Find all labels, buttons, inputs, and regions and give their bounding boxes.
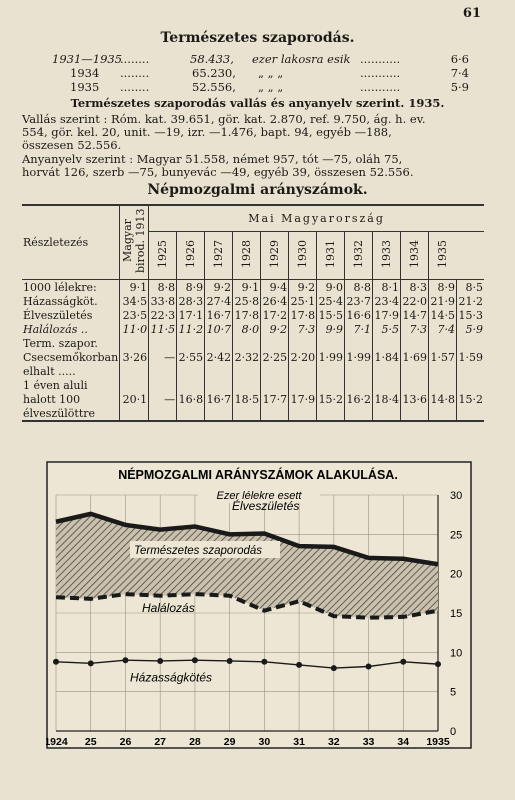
data-point-marriages <box>296 662 302 668</box>
row-label: halott 100 <box>23 392 81 406</box>
year-header: 1928 <box>240 239 254 268</box>
x-tick-label: 25 <box>84 736 97 748</box>
x-tick-label: 27 <box>154 736 167 748</box>
table-cell: 17·9 <box>374 308 400 322</box>
table-cell: 1·69 <box>402 350 428 364</box>
title-vital-rates: Népmozgalmi arányszámok. <box>147 182 368 198</box>
table-row <box>22 308 484 322</box>
table-cell <box>429 364 457 378</box>
table-cell: 14·5 <box>430 308 455 322</box>
table-row <box>22 280 484 295</box>
table-cell <box>317 336 345 350</box>
series-label-births: Élveszületés <box>232 498 300 513</box>
table-cell: 16·7 <box>206 392 232 406</box>
row-label: élveszülöttre <box>23 406 96 420</box>
table-cell <box>429 336 457 350</box>
table-row <box>22 392 484 406</box>
table-cell: 1·57 <box>430 350 455 364</box>
table-cell <box>317 406 345 421</box>
x-tick-label: 1935 <box>426 736 450 748</box>
table-cell: 17·8 <box>290 308 316 322</box>
table-cell: — <box>149 392 177 406</box>
year-header: 1932 <box>352 239 366 268</box>
table-cell: 7·3 <box>401 322 429 336</box>
rate-dots: ........ <box>120 66 150 80</box>
unit-label: Ezer lélekre esett <box>216 490 302 502</box>
series-label-marriages: Házasságkötés <box>130 670 213 685</box>
rate-desc: „ „ „ <box>258 80 284 94</box>
table-cell <box>457 364 485 378</box>
table-cell: 27·4 <box>206 294 232 308</box>
year-header: 1931 <box>324 239 338 268</box>
table-cell <box>317 364 345 378</box>
table-cell <box>401 336 429 350</box>
table-cell <box>261 336 289 350</box>
religion-line-3: összesen 52.556. <box>22 138 122 152</box>
vital-rates-table <box>22 204 484 422</box>
data-point-marriages <box>122 657 128 663</box>
language-line-2: horvát 126, szerb —75, bunyevác —49, egyéb 39, összesen 52.556. <box>22 165 414 179</box>
rate-desc: ezer lakosra esik <box>252 52 351 66</box>
table-cell: 16·6 <box>346 308 372 322</box>
chart-title: NÉPMOZGALMI ARÁNYSZÁMOK ALAKULÁSA. <box>118 468 398 482</box>
table-row <box>22 364 484 378</box>
table-cell <box>177 364 205 378</box>
table-cell <box>177 336 205 350</box>
table-cell: 2·55 <box>178 350 204 364</box>
table-cell: 5·9 <box>457 322 485 336</box>
row-label: Élveszületés <box>23 308 93 322</box>
table-cell: 2·20 <box>290 350 316 364</box>
religion-line-2: 554, gör. kel. 20, unit. —19, izr. —1.476, bapt. 94, egyéb —188, <box>22 125 392 139</box>
y-tick-label: 0 <box>450 726 457 738</box>
year-header: 1929 <box>268 239 282 268</box>
rate-desc: „ „ „ <box>258 66 284 80</box>
table-cell <box>261 378 289 392</box>
x-tick-label: 26 <box>119 736 132 748</box>
row-label: Term. szapor. <box>23 336 98 350</box>
table-cell: 8·8 <box>149 280 177 295</box>
page-number: 61 <box>462 6 481 21</box>
table-cell <box>205 378 233 392</box>
table-cell: 17·7 <box>262 392 288 406</box>
table-cell <box>149 378 177 392</box>
table-cell <box>261 364 289 378</box>
table-cell: 7·3 <box>289 322 317 336</box>
table-cell <box>261 406 289 421</box>
data-point-marriages <box>192 657 198 663</box>
table-cell: 7·1 <box>345 322 373 336</box>
rate-value-per-thousand: 7·4 <box>450 66 469 80</box>
table-cell: 22·3 <box>150 308 176 322</box>
table-cell <box>457 378 485 392</box>
table-cell: — <box>149 350 177 364</box>
table-cell <box>457 406 485 421</box>
table-cell <box>401 378 429 392</box>
year-header: 1935 <box>436 239 450 268</box>
table-row <box>22 322 484 336</box>
y-tick-label: 30 <box>450 490 463 502</box>
table-cell: 7·4 <box>429 322 457 336</box>
x-tick-label: 32 <box>327 736 340 748</box>
year-header: 1933 <box>380 239 394 268</box>
table-cell <box>149 364 177 378</box>
data-point-marriages <box>53 659 59 665</box>
year-header: 1925 <box>156 239 170 268</box>
table-cell <box>289 336 317 350</box>
table-cell: 3·26 <box>120 350 149 364</box>
x-tick-label: 33 <box>362 736 375 748</box>
data-point-marriages <box>88 660 94 666</box>
table-cell <box>233 378 261 392</box>
table-cell: 15·3 <box>458 308 483 322</box>
data-point-marriages <box>227 658 233 664</box>
table-cell: 25·8 <box>234 294 260 308</box>
rate-value: 65.230, <box>192 66 236 80</box>
table-cell <box>345 336 373 350</box>
table-cell: 17·8 <box>234 308 260 322</box>
table-cell: 9·1 <box>233 280 261 295</box>
row-label: elhalt ..... <box>23 364 76 378</box>
data-point-marriages <box>366 663 372 669</box>
table-cell: 10·7 <box>206 322 232 336</box>
magyar-header: Magyar birod. 1913 <box>121 208 148 274</box>
title-natural-increase: Természetes szaporodás. <box>160 30 355 46</box>
y-tick-label: 5 <box>450 686 457 699</box>
table-cell: 17·9 <box>290 392 316 406</box>
row-label: Csecsemőkorban <box>23 350 119 364</box>
table-cell <box>373 378 401 392</box>
table-cell <box>317 378 345 392</box>
table-cell: 11·0 <box>120 322 149 336</box>
table-cell <box>401 406 429 421</box>
table-row <box>22 336 484 350</box>
table-cell: 9·0 <box>317 280 345 295</box>
table-cell <box>205 406 233 421</box>
table-cell: 14·8 <box>430 392 455 406</box>
table-cell <box>233 406 261 421</box>
table-cell: 26·4 <box>262 294 288 308</box>
x-tick-label: 30 <box>258 736 271 748</box>
table-cell: 2·42 <box>206 350 232 364</box>
vital-rates-chart <box>46 461 474 751</box>
rate-years: 1934 <box>70 66 100 80</box>
rate-value-per-thousand: 5·9 <box>450 80 469 94</box>
language-line-1: Anyanyelv szerint : Magyar 51.558, német 957, tót —75, oláh 75, <box>22 152 403 166</box>
title-by-religion: Természetes szaporodás vallás és anyanyelv szerint. 1935. <box>70 96 445 110</box>
x-tick-label: 28 <box>189 736 201 748</box>
data-point-marriages <box>331 665 337 671</box>
table-cell <box>205 364 233 378</box>
rate-years: 1935 <box>70 80 100 94</box>
table-cell: 23·4 <box>374 294 400 308</box>
table-cell <box>149 336 177 350</box>
table-cell: 17·1 <box>178 308 204 322</box>
table-cell: 14·7 <box>402 308 428 322</box>
table-cell <box>120 336 149 350</box>
table-cell: 34·5 <box>120 294 149 308</box>
table-cell: 8·9 <box>177 280 205 295</box>
table-cell: 17·2 <box>262 308 288 322</box>
data-point-marriages <box>157 658 163 664</box>
rate-dots: ........ <box>120 52 150 66</box>
table-cell <box>233 364 261 378</box>
row-label: Házasságköt. <box>23 294 98 308</box>
data-point-marriages <box>400 659 406 665</box>
table-cell <box>345 378 373 392</box>
table-cell: 22·0 <box>402 294 428 308</box>
rate-value: 52.556, <box>192 80 236 94</box>
mai-header: Mai Magyarország <box>149 205 484 231</box>
table-cell: 18·5 <box>234 392 260 406</box>
table-cell: 8·5 <box>457 280 485 295</box>
table-cell <box>429 378 457 392</box>
table-cell: 1·59 <box>458 350 483 364</box>
row-label: 1000 lélekre: <box>23 280 97 294</box>
table-cell: 11·2 <box>178 322 204 336</box>
table-row <box>22 294 484 308</box>
table-cell <box>177 406 205 421</box>
table-cell: 23·5 <box>120 308 149 322</box>
table-cell: 25·4 <box>318 294 344 308</box>
table-cell: 8·8 <box>345 280 373 295</box>
table-cell: 16·2 <box>346 392 372 406</box>
rate-dots2: ........... <box>360 52 401 66</box>
detail-header: Részletezés <box>23 236 89 249</box>
table-cell: 9·4 <box>261 280 289 295</box>
area-label: Természetes szaporodás <box>134 545 263 557</box>
table-cell <box>120 378 149 392</box>
table-cell: 8·9 <box>429 280 457 295</box>
table-cell: 23·7 <box>346 294 372 308</box>
table-cell: 15·2 <box>458 392 483 406</box>
table-cell <box>373 336 401 350</box>
table-cell: 21·9 <box>430 294 455 308</box>
table-cell: 13·6 <box>402 392 428 406</box>
row-label: Halálozás .. <box>23 322 88 336</box>
table-cell: 9·2 <box>289 280 317 295</box>
table-cell: 9·2 <box>261 322 289 336</box>
rate-dots: ........ <box>120 80 150 94</box>
table-cell <box>205 336 233 350</box>
y-tick-label: 15 <box>450 608 463 620</box>
table-cell: 21·2 <box>458 294 483 308</box>
table-cell: 1·84 <box>374 350 400 364</box>
table-cell <box>345 406 373 421</box>
data-point-marriages <box>435 661 441 667</box>
table-cell: 18·4 <box>374 392 400 406</box>
x-tick-label: 29 <box>223 736 236 748</box>
table-cell: 8·0 <box>233 322 261 336</box>
table-cell: 5·5 <box>373 322 401 336</box>
table-cell <box>149 406 177 421</box>
table-cell <box>373 406 401 421</box>
table-cell <box>373 364 401 378</box>
table-cell <box>345 364 373 378</box>
table-cell <box>401 364 429 378</box>
table-cell: 33·8 <box>150 294 176 308</box>
table-cell: 11·5 <box>150 322 176 336</box>
table-cell: 16·8 <box>178 392 204 406</box>
rate-years: 1931—1935 <box>52 52 123 66</box>
table-cell: 15·2 <box>318 392 344 406</box>
table-cell <box>120 364 149 378</box>
y-tick-label: 10 <box>450 647 463 660</box>
table-cell: 9·9 <box>317 322 345 336</box>
rate-dots2: ........... <box>360 66 401 80</box>
table-cell <box>177 378 205 392</box>
x-tick-label: 1924 <box>46 736 68 748</box>
table-cell <box>429 406 457 421</box>
table-cell: 8·1 <box>373 280 401 295</box>
religion-line-1: Vallás szerint : Róm. kat. 39.651, gör. kat. 2.870, ref. 9.750, ág. h. ev. <box>22 112 426 126</box>
table-cell: 20·1 <box>120 392 149 406</box>
table-cell: 15·5 <box>318 308 344 322</box>
y-tick-label: 25 <box>450 529 463 542</box>
row-label: 1 éven aluli <box>23 378 88 392</box>
table-cell <box>120 406 149 421</box>
table-cell: 25·1 <box>290 294 316 308</box>
table-row <box>22 350 484 364</box>
year-header: 1927 <box>212 239 226 268</box>
series-label-deaths: Halálozás <box>142 601 195 616</box>
table-cell <box>233 336 261 350</box>
rate-value: 58.433, <box>190 52 234 66</box>
table-cell: 2·25 <box>262 350 288 364</box>
data-point-marriages <box>261 659 267 665</box>
table-row <box>22 406 484 421</box>
table-cell: 28·3 <box>178 294 204 308</box>
table-cell <box>289 364 317 378</box>
table-row <box>22 378 484 392</box>
table-cell: 8·3 <box>401 280 429 295</box>
year-header: 1930 <box>296 239 310 268</box>
year-header: 1926 <box>184 239 198 268</box>
table-cell: 9·2 <box>205 280 233 295</box>
table-cell <box>289 406 317 421</box>
table-cell: 2·32 <box>234 350 260 364</box>
table-cell: 16·7 <box>206 308 232 322</box>
year-header: 1934 <box>408 239 422 268</box>
table-cell <box>457 336 485 350</box>
rate-dots2: ........... <box>360 80 401 94</box>
rate-value-per-thousand: 6·6 <box>450 52 469 66</box>
table-cell: 1·99 <box>346 350 372 364</box>
y-tick-label: 20 <box>450 568 463 581</box>
table-cell: 9·1 <box>120 280 149 295</box>
x-tick-label: 31 <box>293 736 305 748</box>
table-cell <box>289 378 317 392</box>
x-tick-label: 34 <box>397 736 410 748</box>
table-cell: 1·99 <box>318 350 344 364</box>
